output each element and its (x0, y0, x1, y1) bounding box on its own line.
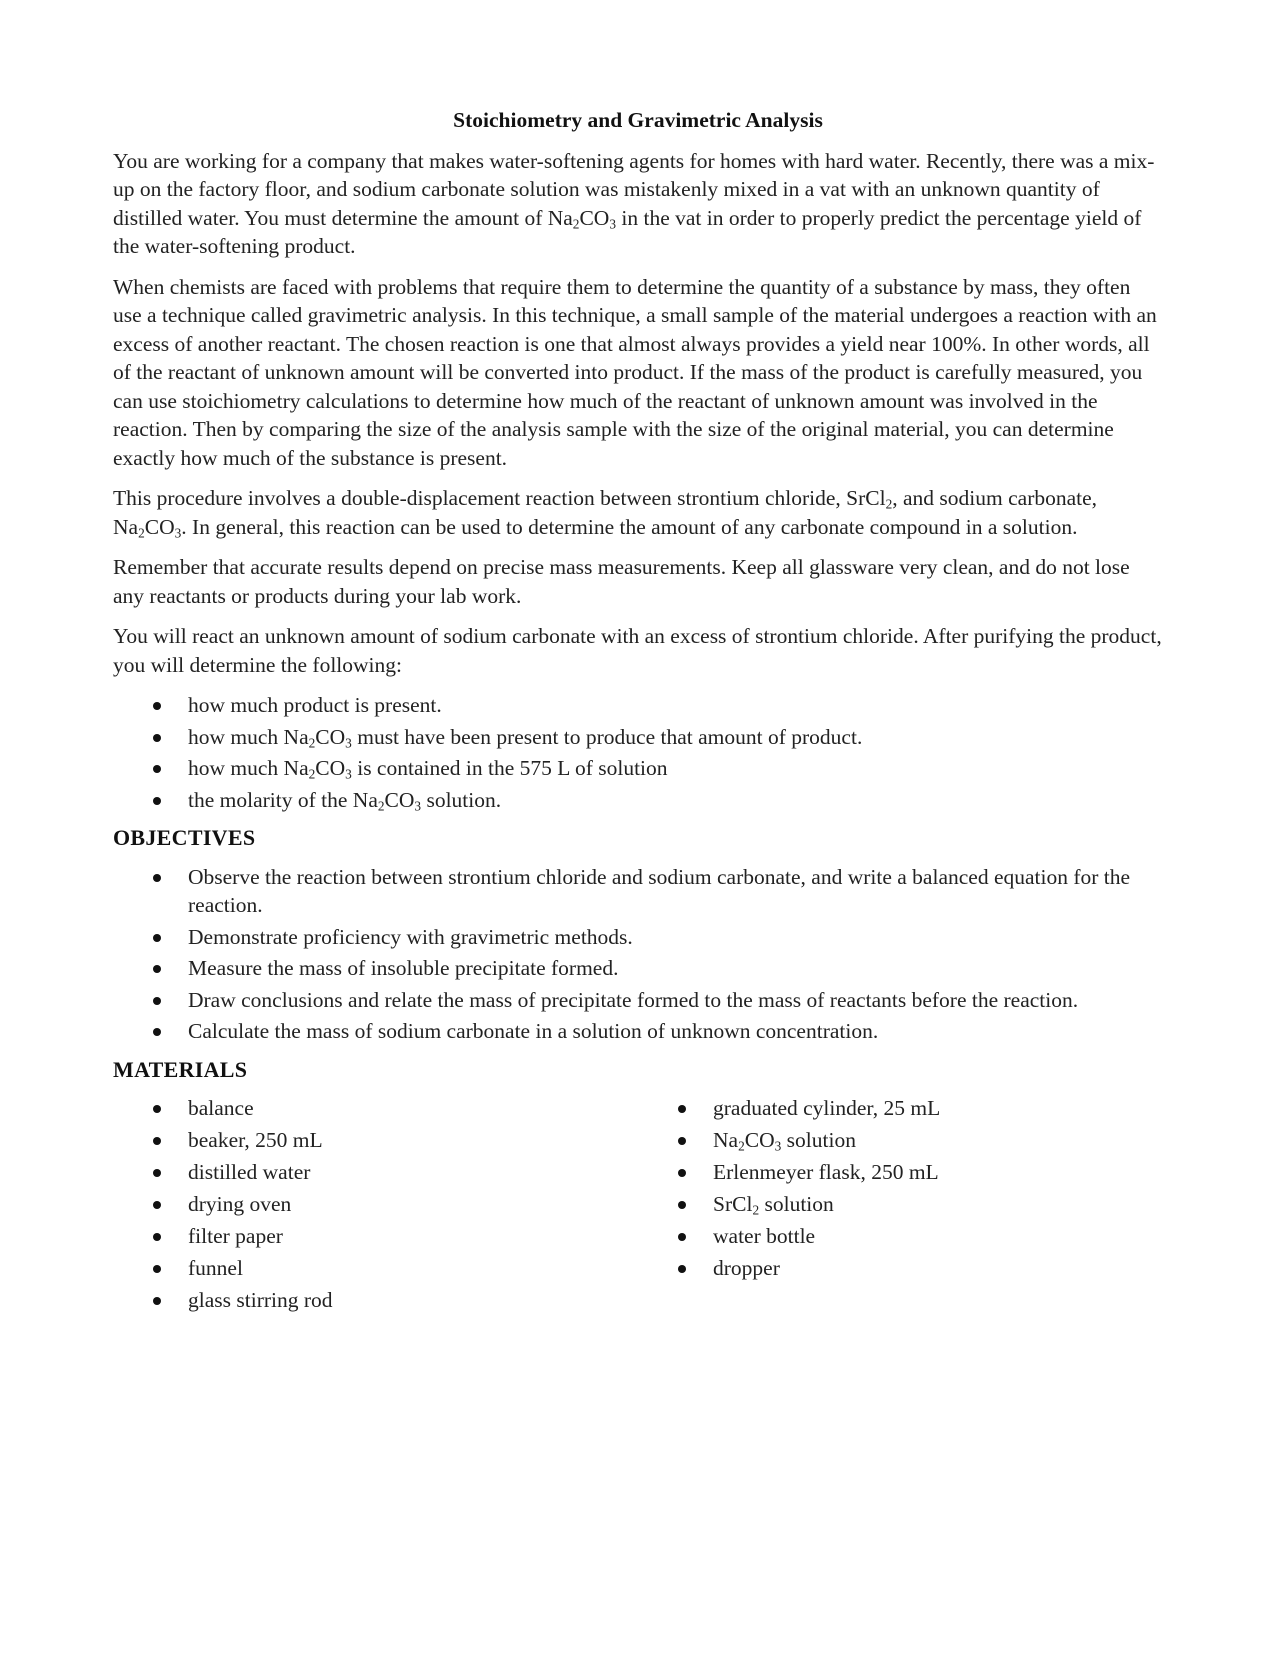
list-item: graduated cylinder, 25 mL (638, 1094, 1163, 1123)
bullet-icon (153, 874, 161, 882)
bullet-icon (153, 1137, 161, 1145)
list-item: Calculate the mass of sodium carbonate in a solution of unknown concentration. (113, 1017, 1163, 1046)
bullet-icon (153, 1169, 161, 1177)
list-item: how much $Na_2CO_3$ is contained in the 575 L of solution (113, 754, 1163, 783)
bullet-icon (678, 1265, 686, 1273)
bullet-icon (153, 1028, 161, 1036)
objectives-heading: OBJECTIVES (113, 825, 256, 850)
list-item: filter paper (113, 1222, 638, 1251)
bullet-icon (153, 965, 161, 973)
materials-list-right (638, 1094, 1163, 1318)
document-page (113, 106, 1163, 1326)
intro-paragraph-2: When chemists are faced with problems that require them to determine the quantity of a substance by mass, they often use a technique called gravimetric analysis. In this technique, a small sample of the material undergoes a reaction with an excess of another reactant. The chosen reaction is one that almost always provides a yield near 100%. In other words, all of the reactant of unknown amount will be converted into product. If the mass of the product is carefully measured, you can use stoichiometry calculations to determine how much of the reactant of unknown amount was involved in the reaction. Then by comparing the size of the analysis sample with the size of the original material, you can determine exactly how much of the substance is present. (113, 274, 1157, 470)
list-item: Measure the mass of insoluble precipitate formed. (113, 954, 1163, 983)
list-item: water bottle (638, 1222, 1163, 1251)
list-item: SrCl$_2$ solution (638, 1190, 1163, 1219)
intro-paragraph-5: You will react an unknown amount of sodium carbonate with an excess of strontium chloride. After purifying the product, you will determine the following: (113, 624, 1162, 677)
bullet-icon (153, 934, 161, 942)
materials-list-left (113, 1094, 638, 1318)
list-item: how much $Na_2CO_3$ must have been present to produce that amount of product. (113, 723, 1163, 752)
bullet-icon (678, 1169, 686, 1177)
bullet-icon (678, 1137, 686, 1145)
list-item: distilled water (113, 1158, 638, 1187)
intro-paragraph-4: Remember that accurate results depend on precise mass measurements. Keep all glassware very clean, and do not lose any reactants or products during your lab work. (113, 555, 1130, 608)
list-item: beaker, 250 mL (113, 1126, 638, 1155)
list-item: balance (113, 1094, 638, 1123)
bullet-icon (153, 702, 161, 710)
bullet-icon (153, 1105, 161, 1113)
bullet-icon (153, 997, 161, 1005)
materials-columns (113, 1094, 1163, 1326)
intro-paragraph-1: You are working for a company that makes water-softening agents for homes with hard water. Recently, there was a mix-up on the factory floor, and sodium carbonate solution was mistakenly mixed in a vat with an unknown quantity of distilled water. You must determine the amount of $Na_2CO_3$ in the vat in order to properly predict the percentage yield of the water-softening product. (113, 148, 1155, 258)
bullet-icon (153, 1297, 161, 1305)
materials-heading: MATERIALS (113, 1056, 248, 1082)
bullet-icon (153, 1201, 161, 1209)
list-item: dropper (638, 1254, 1163, 1283)
list-item: the molarity of the $Na_2CO_3$ solution. (113, 786, 1163, 815)
list-item: Demonstrate proficiency with gravimetric methods. (113, 923, 1163, 952)
bullet-icon (153, 734, 161, 742)
list-item: drying oven (113, 1190, 638, 1219)
document-title: Stoichiometry and Gravimetric Analysis (453, 108, 823, 132)
bullet-icon (678, 1201, 686, 1209)
intro-paragraph-3: This procedure involves a double-displacement reaction between strontium chloride, SrCl$_2$, and sodium carbonate, $Na_2CO_3$. In general, this reaction can be used to determine the amount of any carbonate compound in a solution. (113, 486, 1098, 540)
bullet-icon (153, 797, 161, 805)
list-item: glass stirring rod (113, 1286, 638, 1315)
list-item: $Na_2CO_3$ solution (638, 1126, 1163, 1155)
bullet-icon (678, 1233, 686, 1241)
bullet-icon (153, 1233, 161, 1241)
bullet-icon (678, 1105, 686, 1113)
objectives-list (113, 863, 1163, 1046)
bullet-icon (153, 765, 161, 773)
list-item: how much product is present. (113, 691, 1163, 720)
list-item: Erlenmeyer flask, 250 mL (638, 1158, 1163, 1187)
list-item: Draw conclusions and relate the mass of precipitate formed to the mass of reactants before the reaction. (113, 986, 1163, 1015)
bullet-icon (153, 1265, 161, 1273)
list-item: Observe the reaction between strontium chloride and sodium carbonate, and write a balanced equation for the reaction. (113, 863, 1163, 920)
list-item: funnel (113, 1254, 638, 1283)
determine-list (113, 691, 1163, 814)
